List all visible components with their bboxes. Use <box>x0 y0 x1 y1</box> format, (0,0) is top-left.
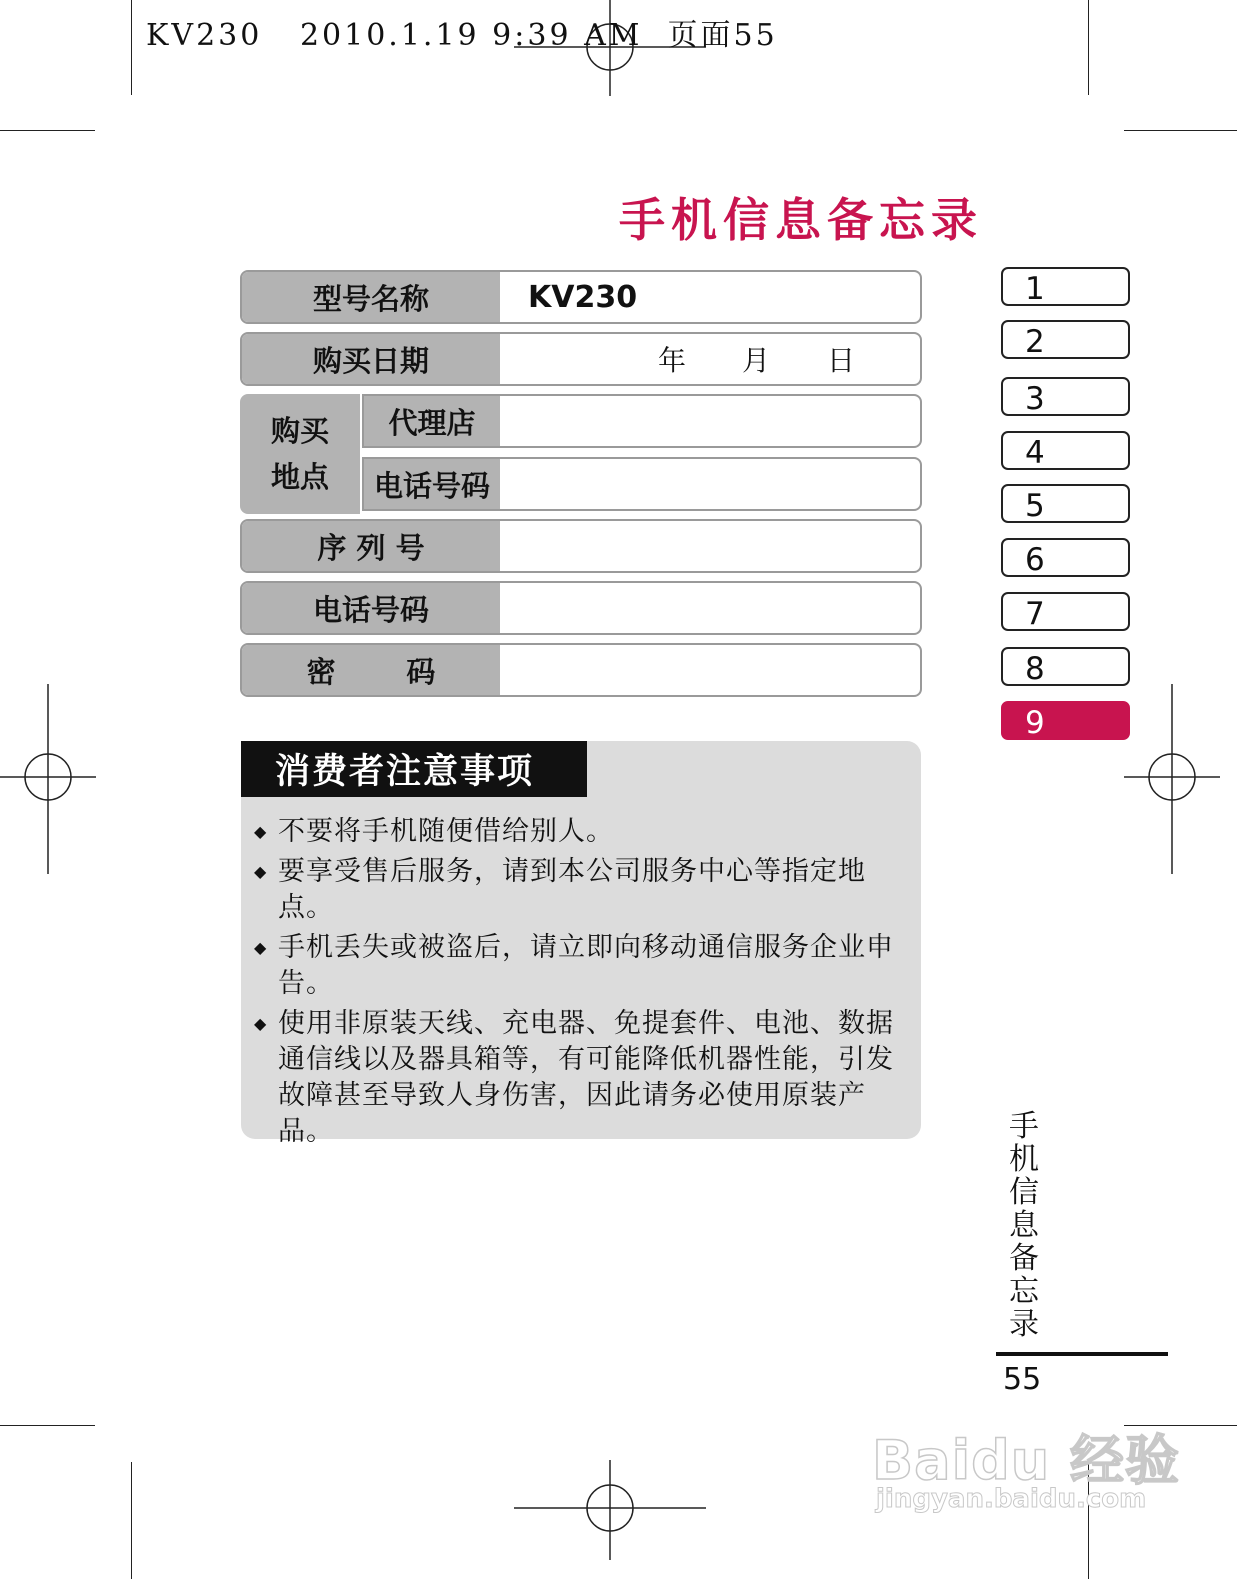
chapter-tab-9[interactable]: 9 <box>1001 701 1130 740</box>
purchase-date-row <box>240 332 922 386</box>
chapter-tab-1[interactable]: 1 <box>1001 267 1130 306</box>
place-label-line1: 购买 <box>270 414 329 448</box>
model-label: 型号名称 <box>242 272 500 322</box>
password-label: 密 码 <box>242 645 500 695</box>
place-phone-label: 电话号码 <box>364 459 500 509</box>
purchase-date-label: 购买日期 <box>242 334 500 384</box>
place-phone-row <box>362 457 922 511</box>
page-number: 55 <box>1003 1362 1042 1397</box>
purchase-place-label <box>240 394 360 514</box>
bullet-icon: ◆ <box>254 822 268 841</box>
notes-heading: 消费者注意事项 <box>241 741 587 797</box>
phone-label: 电话号码 <box>242 583 500 633</box>
crop-mark <box>0 1425 95 1426</box>
chapter-tab-2[interactable]: 2 <box>1001 320 1130 359</box>
crop-mark <box>131 1462 132 1579</box>
place-label-line2: 地点 <box>270 460 329 494</box>
list-item: ◆ 使用非原装天线、充电器、免提套件、电池、数据通信线以及器具箱等，有可能降低机器性能，引发故障甚至导致人身伤害，因此请务必使用原装产品。 <box>254 1008 894 1147</box>
side-title: 手机信息备忘录 <box>1009 1109 1039 1342</box>
date-day: 日 <box>827 344 856 377</box>
model-value: KV230 <box>528 279 638 315</box>
serial-row <box>240 519 922 573</box>
notes-list <box>252 814 920 1154</box>
chapter-tab-7[interactable]: 7 <box>1001 592 1130 631</box>
bullet-icon: ◆ <box>254 862 268 881</box>
chapter-tab-5[interactable]: 5 <box>1001 484 1130 523</box>
agent-label: 代理店 <box>364 396 500 446</box>
bullet-icon: ◆ <box>254 938 268 957</box>
chapter-tab-6[interactable]: 6 <box>1001 538 1130 577</box>
registration-mark-right <box>1124 684 1237 874</box>
list-item: ◆ 不要将手机随便借给别人。 <box>252 814 920 850</box>
page-title: 手机信息备忘录 <box>619 193 983 247</box>
list-item: ◆ 手机丢失或被盗后，请立即向移动通信服务企业申告。 <box>254 932 894 999</box>
list-item: ◆ 要享受售后服务，请到本公司服务中心等指定地点。 <box>254 856 866 923</box>
agent-row <box>362 394 922 448</box>
bullet-icon: ◆ <box>254 1014 268 1033</box>
chapter-tab-3[interactable]: 3 <box>1001 377 1130 416</box>
crop-mark <box>1124 130 1237 131</box>
phone-row <box>240 581 922 635</box>
chapter-tab-4[interactable]: 4 <box>1001 431 1130 470</box>
print-header: KV230 2010.1.19 9:39 AM 页面55 <box>146 18 778 53</box>
crop-mark <box>131 0 132 95</box>
registration-mark-left <box>0 684 96 874</box>
chapter-tab-8[interactable]: 8 <box>1001 647 1130 686</box>
watermark-logo: Baidu 经验 <box>872 1429 1181 1492</box>
crop-mark <box>1088 0 1089 95</box>
watermark-url: jingyan.baidu.com <box>876 1484 1147 1514</box>
page-rule <box>996 1352 1168 1356</box>
crop-mark <box>0 130 95 131</box>
registration-mark-bottom <box>514 1460 706 1560</box>
serial-label: 序 列 号 <box>242 521 500 571</box>
date-month: 月 <box>742 344 771 377</box>
model-row <box>240 270 922 324</box>
date-year: 年 <box>658 344 687 377</box>
password-row <box>240 643 922 697</box>
